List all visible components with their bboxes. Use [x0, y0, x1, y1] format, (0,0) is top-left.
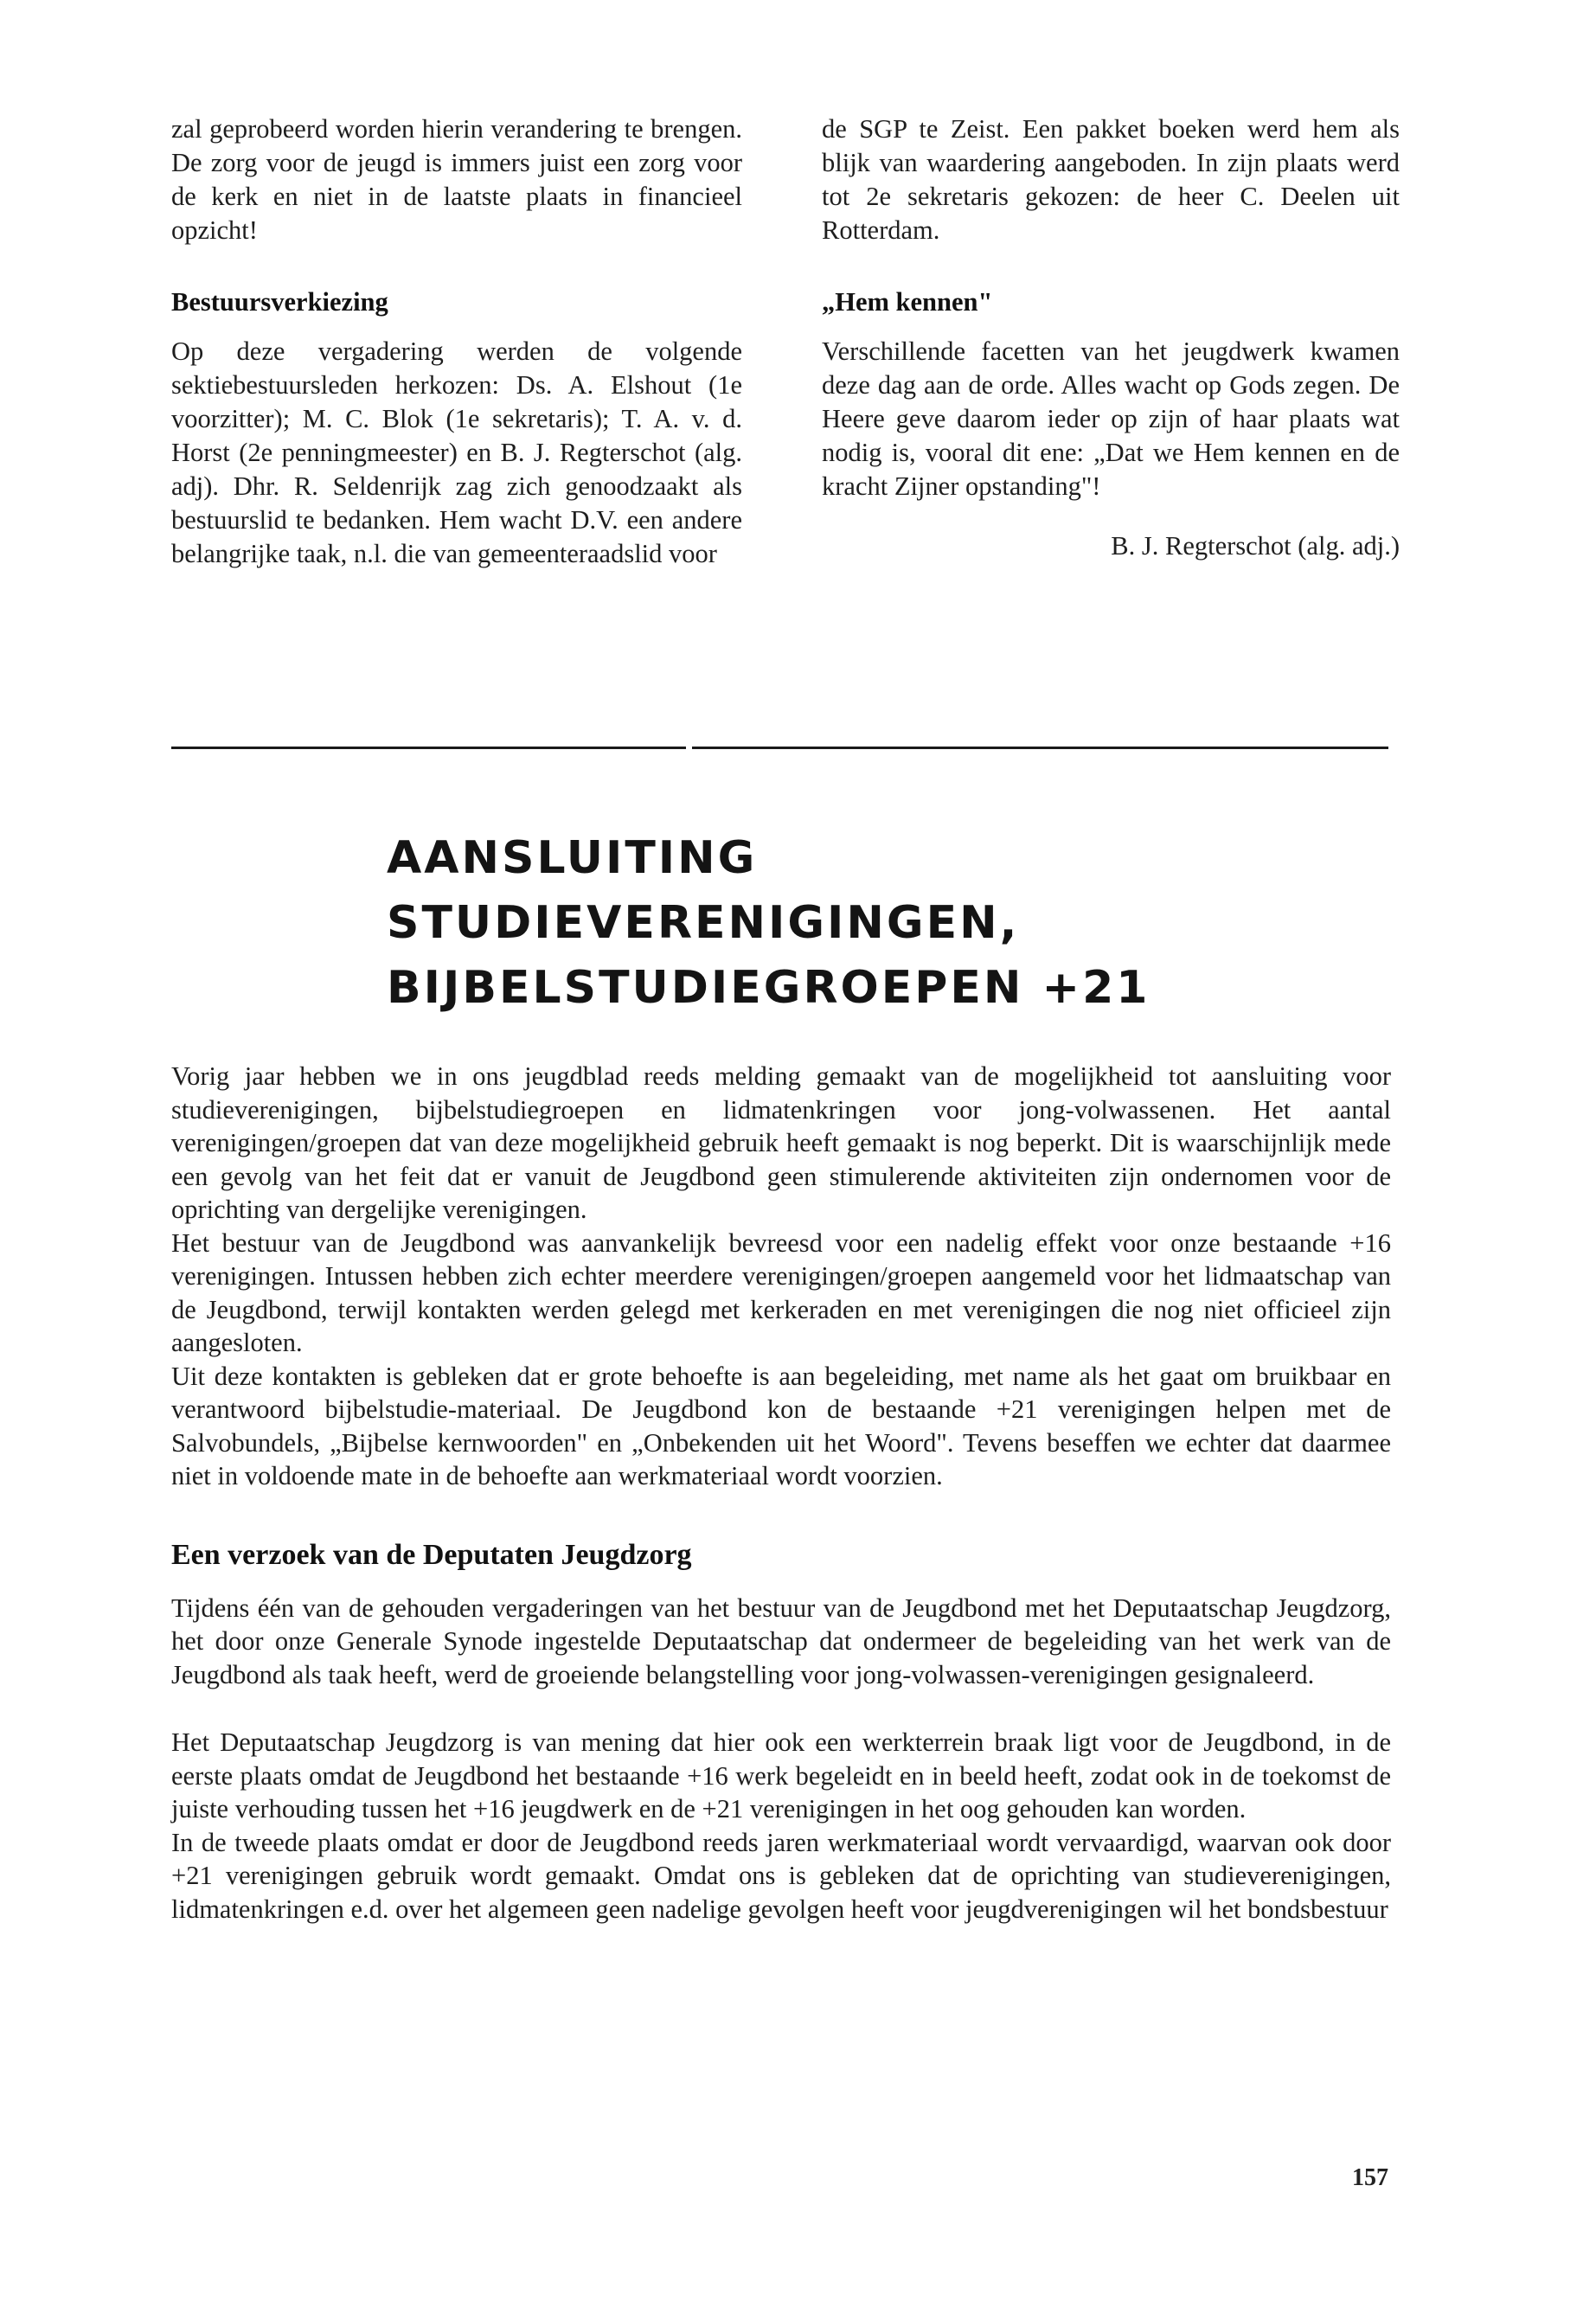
section-divider-left	[171, 747, 686, 749]
article-paragraph-6: In de tweede plaats omdat er door de Jeugdbond reeds jaren werkmateriaal wordt vervaardigd, waarvan ook door +21 verenigingen gebruik wordt gemaakt. Omdat ons is gebleken dat de oprichting van studieverenigingen, lidmatenkringen e.d. over het algemeen geen nadelige gevolgen heeft voor jeugdverenigingen wil het bondsbestuur	[171, 1827, 1391, 1924]
article-body	[171, 1060, 1391, 1926]
left-column-body: Op deze vergadering werden de volgende sektiebestuursleden herkozen: Ds. A. Elshout (1e voorzitter); M. C. Blok (1e sekretaris); T. A. v. d. Horst (2e penningmeester) en B. J. Regterschot (alg. adj). Dhr. R. Seldenrijk zag zich genoodzaakt als bestuurslid te bedanken. Hem wacht D.V. een andere belangrijke taak, n.l. die van gemeenteraadslid voor	[171, 336, 742, 568]
article-subheading: Een verzoek van de Deputaten Jeugdzorg	[171, 1538, 692, 1571]
article-paragraph-5: Het Deputaatschap Jeugdzorg is van mening dat hier ook een werkterrein braak ligt voor de Jeugdbond, in de eerste plaats omdat de Jeugdbond het bestaande +16 werk begeleidt en in beeld heeft, zodat ook in de toekomst de juiste verhouding tussen het +16 jeugdwerk en de +21 verenigingen in het oog gehouden kan worden.	[171, 1727, 1391, 1823]
signature: B. J. Regterschot (alg. adj.)	[1111, 531, 1400, 561]
article-paragraph-2: Het bestuur van de Jeugdbond was aanvankelijk bevreesd voor een nadelig effekt voor onze bestaande +16 verenigingen. Intussen hebben zich echter meerdere verenigingen/groepen aangemeld voor het lidmaatschap van de Jeugdbond, terwijl kontakten werden gelegd met kerkeraden en met verenigingen die nog niet officieel zijn aangesloten.	[171, 1227, 1391, 1357]
heading-hem-kennen: „Hem kennen"	[822, 287, 993, 317]
right-column-body: Verschillende facetten van het jeugdwerk kwamen deze dag aan de orde. Alles wacht op Gods zegen. De Heere geve daarom ieder op zijn of haar plaats wat nodig is, vooral dit ene: „Dat we Hem kennen en de kracht Zijner opstanding"!	[822, 336, 1400, 501]
article-title-line-3: BIJBELSTUDIEGROEPEN +21	[387, 962, 1151, 1014]
article-paragraph-4: Tijdens één van de gehouden vergaderingen van het bestuur van de Jeugdbond met het Deputaatschap Jeugdzorg, het door onze Generale Synode ingestelde Deputaatschap dat ondermeer de begeleiding van het werk van de Jeugdbond als taak heeft, werd de groeiende belangstelling voor jong-volwassen-verenigingen gesignaleerd.	[171, 1593, 1391, 1689]
section-divider-right	[692, 747, 1388, 749]
article-title-line-2: STUDIEVERENIGINGEN,	[387, 897, 1020, 949]
page-number: 157	[1352, 2164, 1388, 2191]
article-paragraph-3: Uit deze kontakten is gebleken dat er grote behoefte is aan begeleiding, met name als het gaat om bruikbaar en verantwoord bijbelstudie-materiaal. De Jeugdbond kon de bestaande +21 verenigingen helpen met de Salvobundels, „Bijbelse kernwoorden" en „Onbekenden uit het Woord". Tevens beseffen we echter dat daarmee niet in voldoende mate in de behoefte aan werkmateriaal wordt voorzien.	[171, 1361, 1391, 1490]
article-paragraph-1: Vorig jaar hebben we in ons jeugdblad reeds melding gemaakt van de mogelijkheid tot aansluiting voor studieverenigingen, bijbelstudiegroepen en lidmatenkringen voor jong-volwassenen. Het aantal verenigingen/groepen dat van deze mogelijkheid gebruik heeft gemaakt is nog beperkt. Dit is waarschijnlijk mede een gevolg van het feit dat er vanuit de Jeugdbond geen stimulerende aktiviteiten zijn ondernomen voor de oprichting van dergelijke verenigingen.	[171, 1061, 1391, 1224]
left-column	[171, 112, 742, 571]
left-column-intro: zal geprobeerd worden hierin verandering te brengen. De zorg voor de jeugd is immers juist een zorg voor de kerk en niet in de laatste plaats in financieel opzicht!	[171, 114, 742, 245]
heading-bestuursverkiezing: Bestuursverkiezing	[171, 287, 388, 317]
right-column	[822, 112, 1400, 563]
article-title-line-1: AANSLUITING	[387, 832, 758, 884]
article-title	[387, 826, 1150, 1021]
right-column-intro: de SGP te Zeist. Een pakket boeken werd hem als blijk van waardering aangeboden. In zijn plaats werd tot 2e sekretaris gekozen: de heer C. Deelen uit Rotterdam.	[822, 114, 1400, 245]
